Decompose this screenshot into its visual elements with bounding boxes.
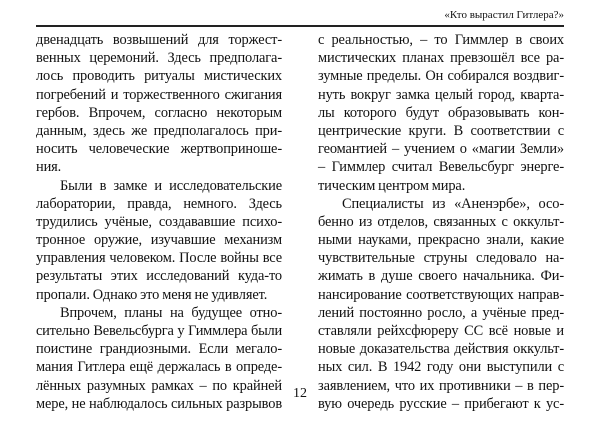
text-line: жимать в душе своего начальника. Фи- <box>318 268 564 285</box>
running-title: «Кто вырастил Гитлера?» <box>444 9 564 21</box>
text-line: результаты этих исследований куда-то <box>36 268 282 285</box>
text-line: ных сил. В 1942 году они выступили с <box>318 359 564 376</box>
text-line: Впрочем, планы на будущее отно- <box>60 304 282 321</box>
text-line: лённых разумных рамках – по крайней <box>36 377 282 394</box>
text-line: мистических планах превзошёл все ра- <box>318 50 564 67</box>
text-line: чувствительные струны следовало на- <box>318 250 564 267</box>
text-line: лаборатории, правда, немного. Здесь <box>36 195 282 212</box>
text-line: лений постоянно росло, а учёные пред- <box>318 304 564 321</box>
text-line: заявлением, что их противники – в пер- <box>318 377 564 394</box>
text-line: новые доказательства действия оккульт- <box>318 341 564 358</box>
text-line: поистине грандиозными. Если мегало- <box>36 341 282 358</box>
text-line: трудились учёные, создававшие психо- <box>36 213 282 230</box>
header-rule <box>36 25 564 27</box>
text-line: ными науками, прекрасно знали, какие <box>318 232 564 249</box>
text-line: мания Гитлера ещё держалась в опреде- <box>36 359 282 376</box>
text-line: нуть вокруг замка целый город, кварта- <box>318 86 564 103</box>
left-text-column <box>36 31 282 413</box>
text-line: мере, не наблюдалось сильных разрывов <box>36 395 282 412</box>
right-text-column <box>318 31 564 413</box>
text-line: центрические круги. В соответствии с <box>318 122 564 139</box>
text-line: управления человеком. После войны все <box>36 250 282 267</box>
text-line: данным, здесь же предполагалось при- <box>36 122 282 139</box>
text-line: вую очередь русские – прибегают к ус- <box>318 395 564 412</box>
text-line: ния. <box>36 159 62 176</box>
text-line: тическим центром мира. <box>318 177 466 194</box>
text-line: ставляли рейхсфюреру СС всё новые и <box>318 323 564 339</box>
text-line: Были в замке и исследовательские <box>60 177 282 194</box>
text-line: нансирование соответствующих направ- <box>318 286 564 303</box>
text-line: тронное оружие, изучавшие механизм <box>36 232 282 249</box>
text-line: гербов. Впрочем, согласно некоторым <box>36 104 282 121</box>
text-line: двенадцать возвышений для торжест- <box>36 32 282 48</box>
text-line: Специалисты из «Аненэрбе», осо- <box>342 195 564 212</box>
text-line: погребений и торжественного сжигания <box>36 86 282 103</box>
text-line: сительно Вевельсбурга у Гиммлера были <box>36 323 282 339</box>
text-line: зумные пределы. Он собирался воздвиг- <box>318 68 564 85</box>
text-line: носить человеческие жертвоприноше- <box>36 141 282 158</box>
text-line: венных церемоний. Здесь предполага- <box>36 50 282 67</box>
text-line: бенно из отделов, связанных с оккульт- <box>318 213 564 230</box>
text-line: геомантией – учением о «магии Земли» <box>318 141 564 158</box>
text-line: с реальностью, – то Гиммлер в своих <box>318 32 564 48</box>
text-line: лы которого будут образовывать кон- <box>318 104 564 121</box>
page-number: 12 <box>293 386 307 401</box>
text-line: – Гиммлер считал Вевельсбург энерге- <box>318 159 564 176</box>
text-line: лось проводить ритуалы мистических <box>36 68 282 85</box>
text-line: пропали. Однако это меня не удивляет. <box>36 286 268 303</box>
